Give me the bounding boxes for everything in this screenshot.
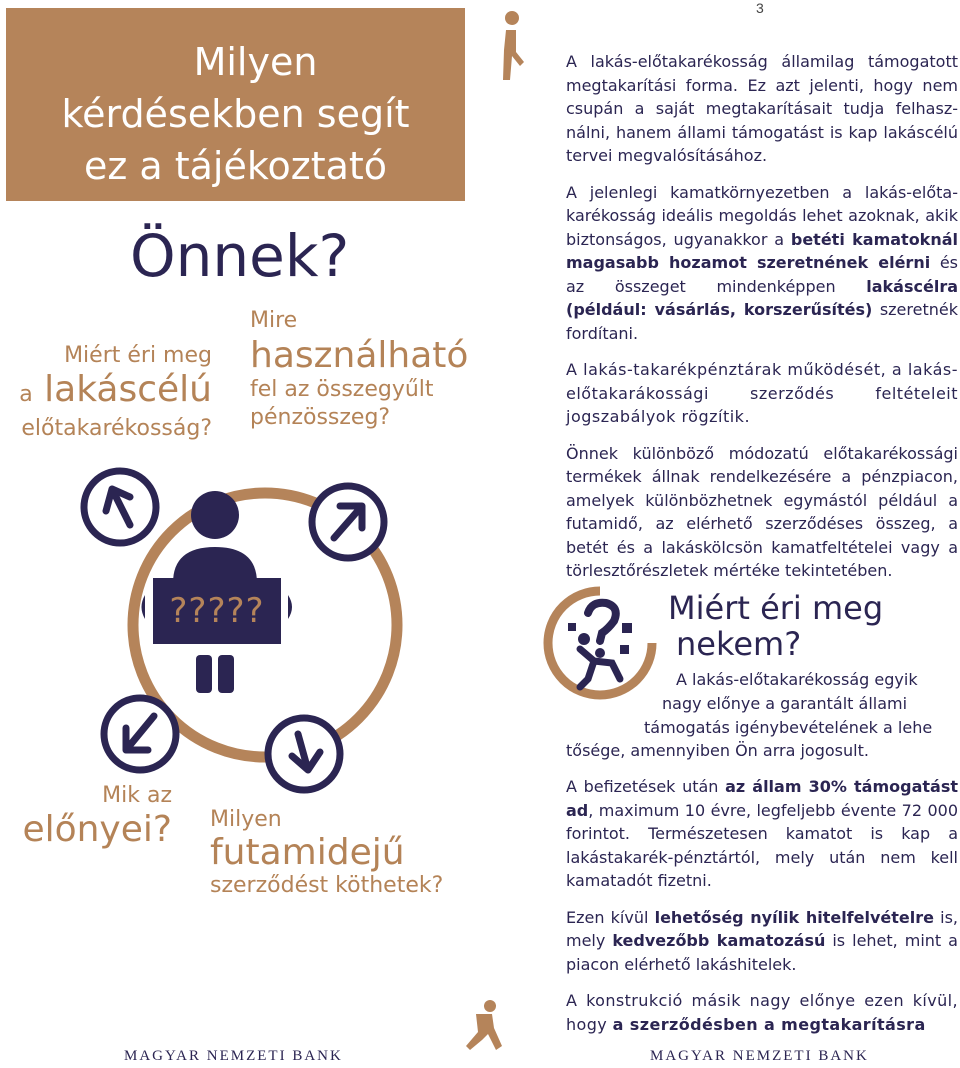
why-intro-3: támogatás igénybevételének a lehe [644,718,933,737]
question-why [10,342,212,443]
why-intro-4: tősége, amennyiben Ön arra jogosult. [566,741,869,760]
question-sign [153,578,281,644]
title-line-3: ez a tájékoztató [83,144,388,188]
footer-left: MAGYAR NEMZETI BANK [124,1048,343,1064]
question-use [250,306,490,432]
paragraph-1: A lakás-előtakarékosság államilag támogatott megtakarítási forma. Ez azt jelenti, hogy nem csupán a saját megtakarításait tudja felhasználni, hanem állami támogatást is kap lakáscélú tervei megvalósításához. [566,52,958,165]
question-term-big: futamidejű [210,832,405,873]
paragraph-2: A jelenlegi kamatkörnyezetben a lakás-előtakarékosság ideális megoldás lehet azoknak, akik biztonságos, ugyanakkor a betéti kamatoknál magasabb hozamot szeretnének elérni és az összeget mindenképpen lakáscélra (például: vásárlás, korszerűsítés) szeretnék fordítani. [566,182,958,343]
title-line-1: Milyen [193,40,318,84]
question-advantages [10,782,172,850]
question-term [210,806,470,900]
question-adv-pre: Mik az [102,783,172,808]
question-adv-big: előnyei? [22,809,172,850]
question-use-mid: fel az összegyűlt [250,377,434,402]
arrow-up-right-icon [306,480,390,564]
why-intro-2: nagy előnye a garantált állami [662,694,908,713]
question-use-big: használható [250,335,469,376]
page-number: 3 [756,0,764,16]
question-why-post: előtakarékosság? [21,416,212,441]
onnek-heading: Önnek? [130,222,350,290]
paragraph-5: A befizetések után az állam 30% támogatást ad, maximum 10 évre, legfeljebb évente 72 000 forintot. Természetesen kamatot is kap a lakástakarék-pénztártól, mely után nem kell kamatadót fizetni. [566,777,959,890]
arrow-down-icon [262,712,346,796]
paragraph-6: Ezen kívül lehetőség nyílik hitelfelvételre is, mely kedvezőbb kamatozású is lehet, mint a piacon elérhető lakáshitelek. [566,907,959,974]
paragraph-7: A konstrukció másik nagy előnye ezen kívül, hogy a szerződésben a megtakarításra [566,991,958,1034]
title-line-2: kérdésekben segít [61,92,410,136]
why-intro-1: A lakás-előtakarékosság egyik [676,670,918,689]
question-sign-text: ????? [169,591,265,631]
question-term-pre: Milyen [210,807,282,832]
question-why-a: a [19,382,33,407]
why-title-1: Miért éri meg [668,589,884,627]
title-box [6,8,465,201]
question-why-big: lakáscélú [44,369,212,410]
why-title-2: nekem? [676,625,802,663]
footer-right: MAGYAR NEMZETI BANK [650,1048,869,1064]
question-term-post: szerződést köthetek? [210,873,444,898]
arrow-down-left-icon [98,692,182,776]
question-use-pre: Mire [250,308,298,333]
question-why-pre: Miért éri meg [64,343,212,368]
question-use-post: pénzösszeg? [250,405,391,430]
right-column-text [566,50,958,596]
walking-person-icon [494,10,530,82]
question-mark-person-icon [540,583,660,703]
arrow-up-left-icon [78,465,162,549]
paragraph-3: A lakás-takarékpénztárak működését, a lakás-előtakarákossági szerződés feltételeit jogszabályok rögzítik. [566,360,958,426]
why-body [566,775,958,1049]
running-person-icon [462,1000,506,1054]
paragraph-4: Önnek különböző módozatú előtakarékossági termékek állnak rendelkezésére a pénzpiacon, amelyek különbözhetnek egymástól például a futamidő, az elérhető szerződéses összeg, a betét és a lakáskölcsön kamatfeltételei vagy a törlesztőrészletek mértéke tekintetében. [566,443,958,580]
